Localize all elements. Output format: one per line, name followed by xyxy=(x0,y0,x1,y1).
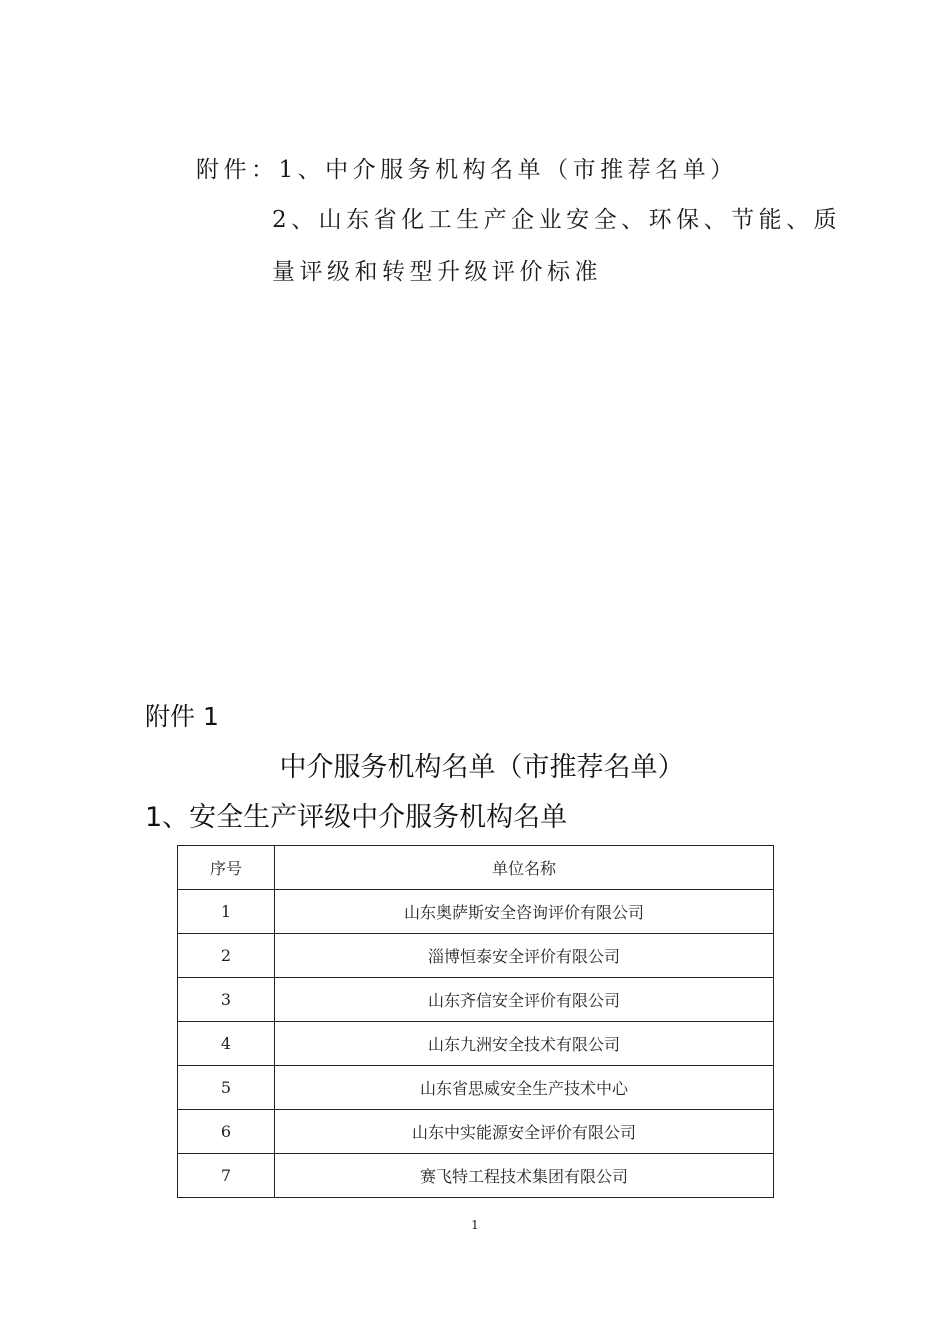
section-title: 1、安全生产评级中介服务机构名单 xyxy=(145,802,568,833)
header-organization-name: 单位名称 xyxy=(275,846,774,890)
row-serial-number: 3 xyxy=(178,978,275,1022)
row-organization-name: 山东省思威安全生产技术中心 xyxy=(275,1066,774,1110)
row-organization-name: 赛飞特工程技术集团有限公司 xyxy=(275,1154,774,1198)
attachment-list-line-1: 附件：1、中介服务机构名单（市推荐名单） xyxy=(196,157,738,183)
table-header-row xyxy=(178,846,774,890)
row-organization-name: 淄博恒泰安全评价有限公司 xyxy=(275,934,774,978)
page-number: 1 xyxy=(471,1218,479,1232)
attachment-list-line-3: 量评级和转型升级评价标准 xyxy=(272,259,602,285)
row-organization-name: 山东齐信安全评价有限公司 xyxy=(275,978,774,1022)
row-organization-name: 山东九洲安全技术有限公司 xyxy=(275,1022,774,1066)
row-organization-name: 山东中实能源安全评价有限公司 xyxy=(275,1110,774,1154)
row-serial-number: 7 xyxy=(178,1154,275,1198)
table-row xyxy=(178,1022,774,1066)
table-row xyxy=(178,890,774,934)
row-serial-number: 5 xyxy=(178,1066,275,1110)
table-row xyxy=(178,1066,774,1110)
appendix-label: 附件 1 xyxy=(145,702,219,731)
organization-table xyxy=(177,845,774,1198)
table-row xyxy=(178,1110,774,1154)
row-serial-number: 1 xyxy=(178,890,275,934)
row-serial-number: 2 xyxy=(178,934,275,978)
document-title: 中介服务机构名单（市推荐名单） xyxy=(279,752,685,783)
attachment-list-line-2: 2、山东省化工生产企业安全、环保、节能、质 xyxy=(272,207,842,233)
row-serial-number: 4 xyxy=(178,1022,275,1066)
table-row xyxy=(178,978,774,1022)
row-organization-name: 山东奥萨斯安全咨询评价有限公司 xyxy=(275,890,774,934)
header-serial-number: 序号 xyxy=(178,846,275,890)
row-serial-number: 6 xyxy=(178,1110,275,1154)
table-row xyxy=(178,934,774,978)
table-row xyxy=(178,1154,774,1198)
